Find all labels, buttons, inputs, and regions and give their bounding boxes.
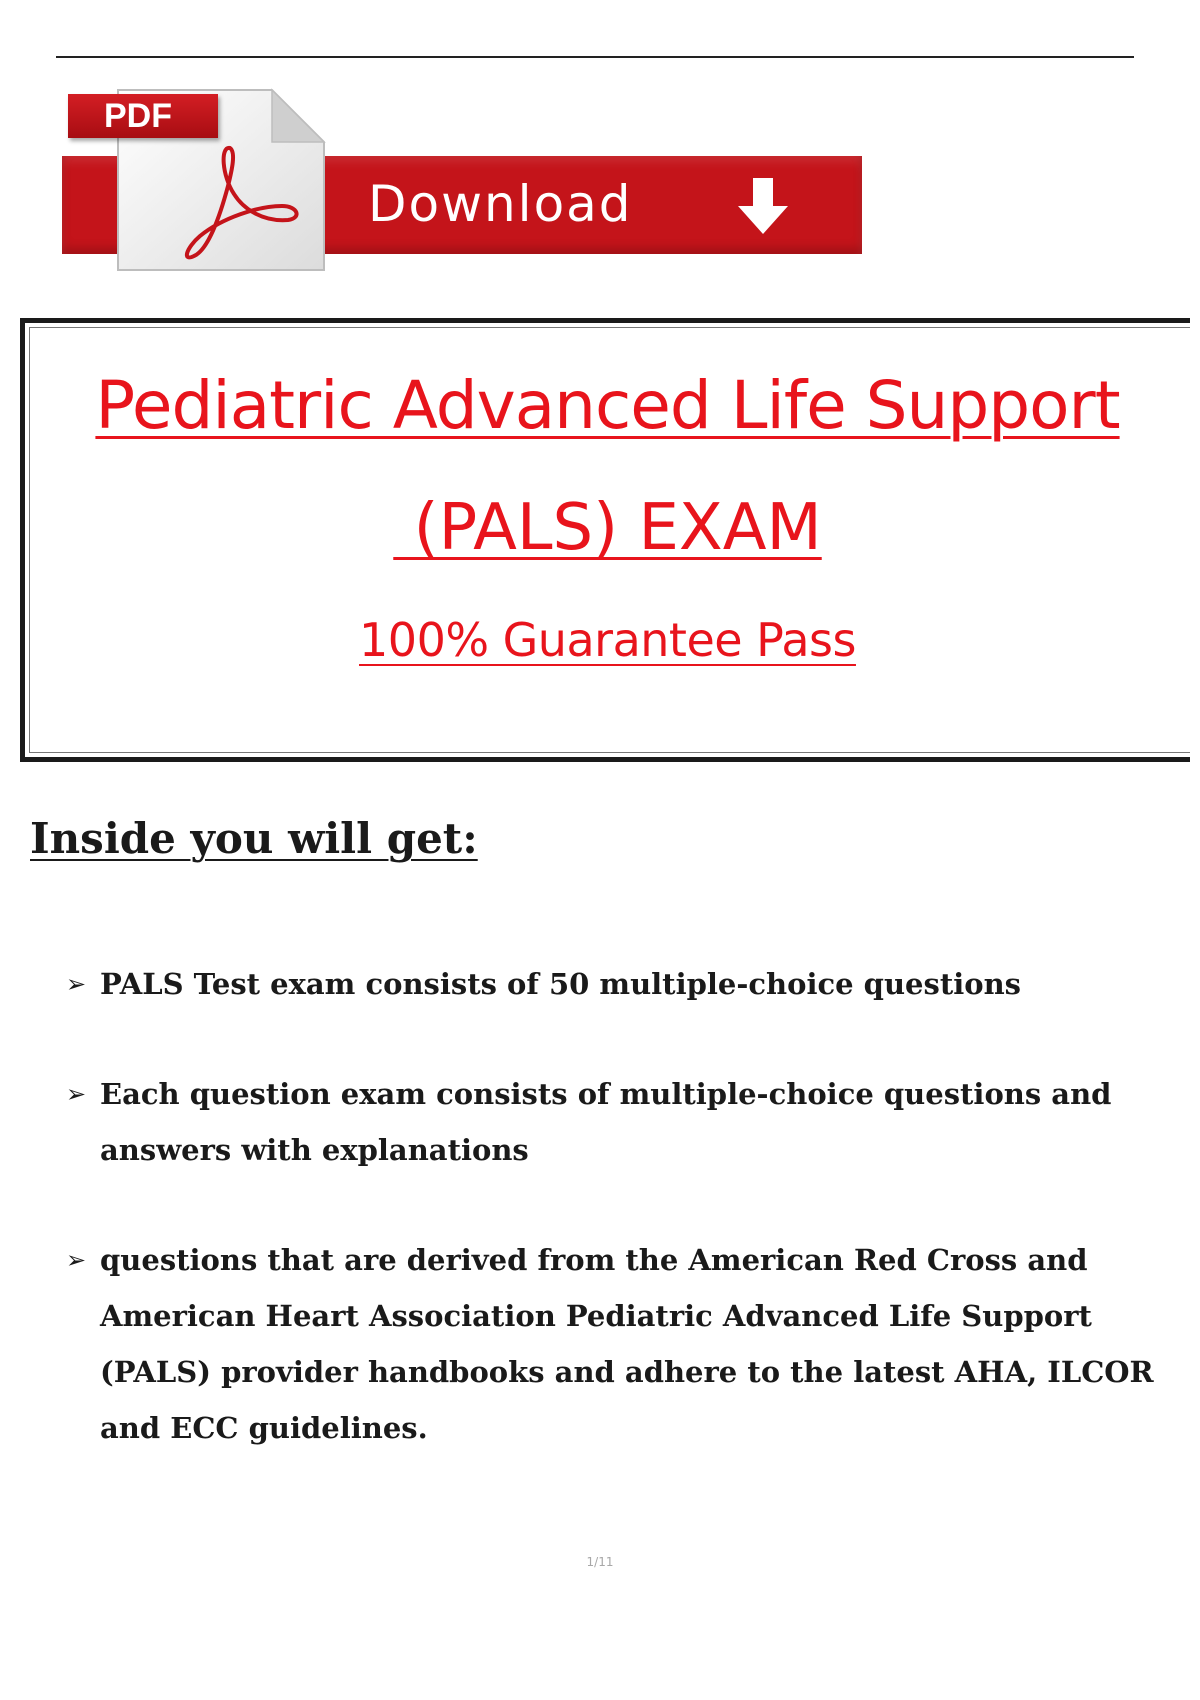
list-item (62, 956, 1172, 1012)
arrow-bullet-icon: ➢ (66, 970, 87, 998)
top-divider (56, 56, 1134, 58)
list-item-text: Each question exam consists of multiple-choice questions and answers with explanations (100, 1077, 1112, 1167)
exam-title-box (20, 318, 1190, 762)
page-number: 1/11 (586, 1555, 614, 1569)
download-label[interactable]: Download (368, 175, 633, 233)
list-item (62, 1066, 1172, 1178)
arrow-bullet-icon: ➢ (66, 1246, 87, 1274)
pdf-tag: PDF (68, 94, 218, 138)
list-item-text: questions that are derived from the American Red Cross and American Heart Association Pediatric Advanced Life Support (PALS) provider handbooks and adhere to the latest AHA, ILCOR and ECC guidelines. (100, 1243, 1154, 1445)
exam-title-line-1: Pediatric Advanced Life Support (95, 367, 1120, 444)
download-arrow-icon[interactable] (734, 176, 792, 236)
arrow-bullet-icon: ➢ (66, 1080, 87, 1108)
list-item-text: PALS Test exam consists of 50 multiple-choice questions (100, 967, 1021, 1001)
guarantee-subtitle: 100% Guarantee Pass (359, 613, 856, 667)
list-item (62, 1232, 1172, 1456)
pdf-download-banner[interactable] (62, 86, 862, 276)
section-heading: Inside you will get: (30, 814, 478, 863)
feature-list (62, 956, 1172, 1510)
exam-title-line-2: (PALS) EXAM (393, 491, 822, 565)
